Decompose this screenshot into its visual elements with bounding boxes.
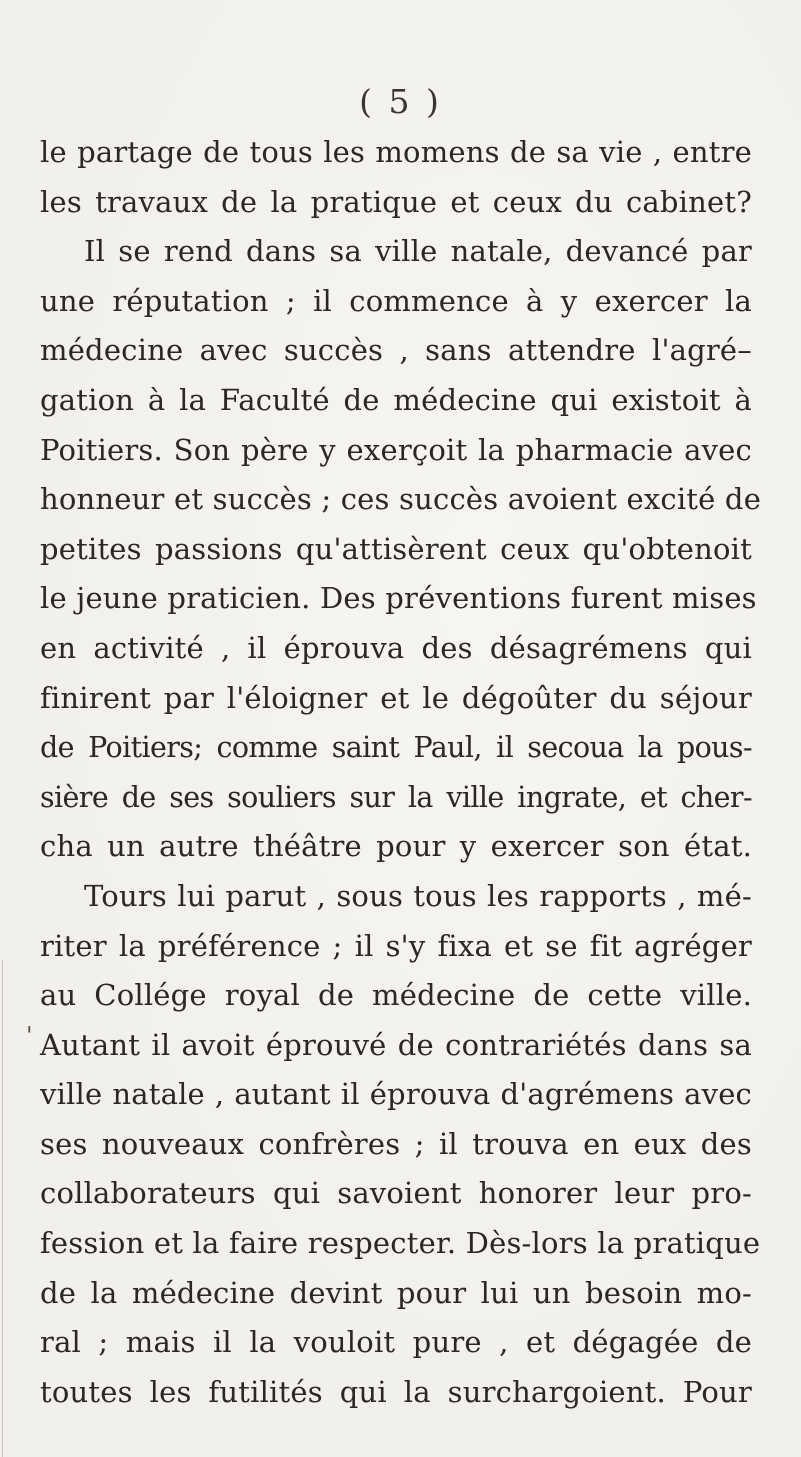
text-line: toutes les futilités qui la surchargoient. Pour bbox=[40, 1374, 752, 1409]
text-line: petites passions qu'attisèrent ceux qu'obtenoit bbox=[40, 531, 752, 566]
text-line: de la médecine devint pour lui un besoin mo- bbox=[40, 1275, 752, 1310]
text-line: collaborateurs qui savoient honorer leur pro- bbox=[40, 1176, 752, 1211]
text-line: ville natale , autant il éprouva d'agrémens avec bbox=[40, 1077, 752, 1112]
text-line: ses nouveaux confrères ; il trouva en eux des bbox=[40, 1126, 752, 1161]
text-line: Tours lui parut , sous tous les rapports , mé- bbox=[84, 878, 752, 913]
gutter-line bbox=[2, 960, 3, 1457]
text-line: en activité , il éprouva des désagrémens qui bbox=[40, 630, 752, 665]
text-line: le partage de tous les momens de sa vie , entre bbox=[40, 135, 752, 169]
text-line: Il se rend dans sa ville natale, devancé par bbox=[84, 234, 752, 269]
text-line: Poitiers. Son père y exerçoit la pharmacie avec bbox=[40, 432, 752, 467]
text-line: honneur et succès ; ces succès avoient excité de bbox=[40, 482, 762, 517]
text-line: gation à la Faculté de médecine qui existoit à bbox=[40, 382, 752, 417]
body-text bbox=[40, 128, 762, 1417]
text-line: les travaux de la pratique et ceux du cabinet? bbox=[40, 184, 752, 219]
text-line: cha un autre théâtre pour y exercer son état. bbox=[40, 829, 752, 864]
margin-mark: ' bbox=[26, 1022, 33, 1050]
text-line: Autant il avoit éprouvé de contrariétés dans sa bbox=[40, 1027, 752, 1062]
text-line: de Poitiers; comme saint Paul, il secoua la pous- bbox=[40, 731, 752, 765]
text-line: riter la préférence ; il s'y fixa et se fit agréger bbox=[40, 928, 752, 963]
text-line: ral ; mais il la vouloit pure , et dégagée de bbox=[40, 1325, 752, 1360]
text-line: au Collége royal de médecine de cette ville. bbox=[40, 978, 752, 1013]
text-line: fession et la faire respecter. Dès-lors la pratique bbox=[40, 1226, 761, 1261]
text-line: médecine avec succès , sans attendre l'agré– bbox=[40, 333, 752, 368]
page-number: ( 5 ) bbox=[359, 82, 442, 121]
text-line: finirent par l'éloigner et le dégoûter du séjour bbox=[40, 680, 752, 715]
text-line: sière de ses souliers sur la ville ingrate, et cher- bbox=[40, 780, 752, 814]
text-line: le jeune praticien. Des préventions furent mises bbox=[40, 581, 757, 616]
text-line: une réputation ; il commence à y exercer la bbox=[40, 283, 752, 318]
